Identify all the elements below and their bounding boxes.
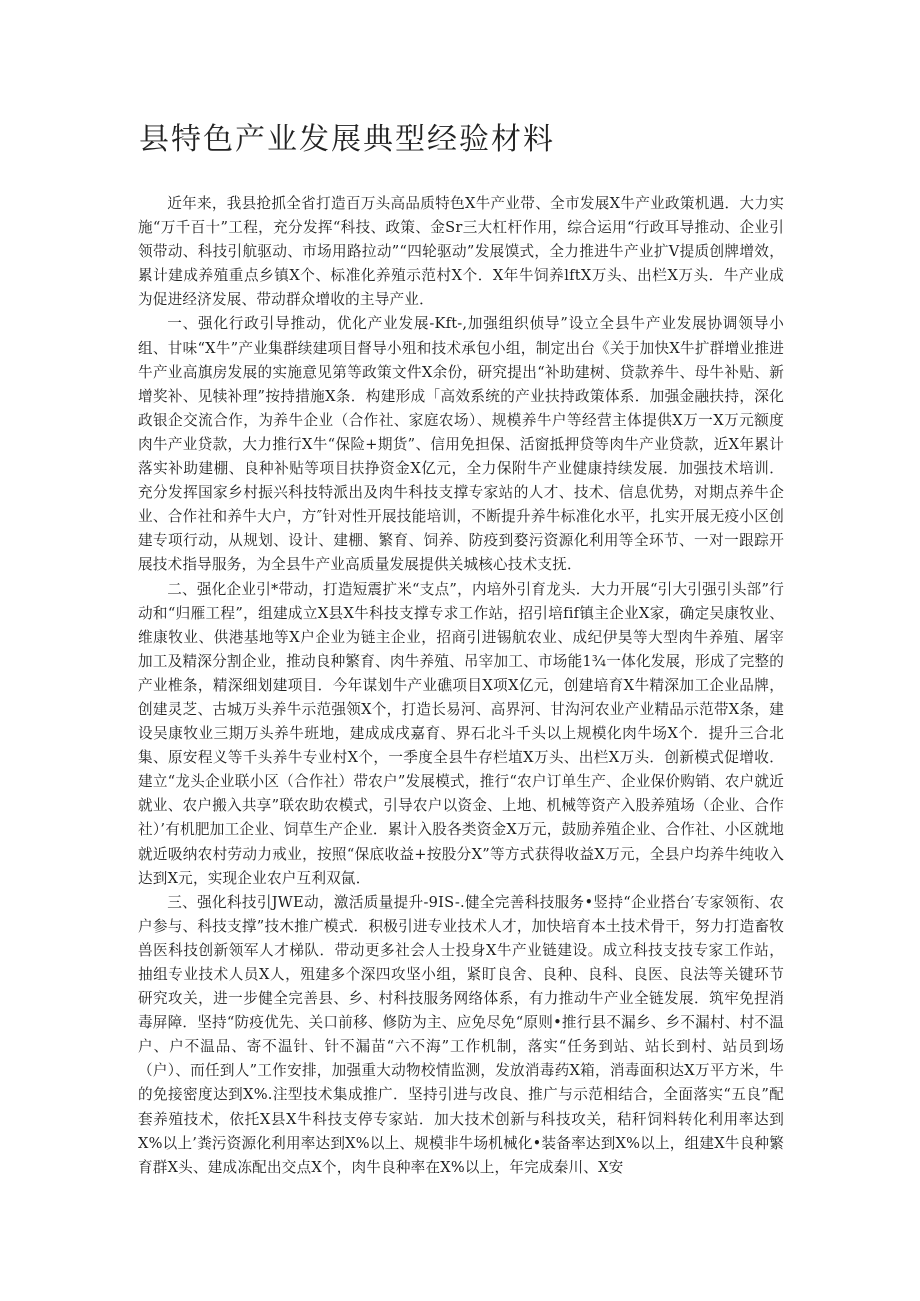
section-one-paragraph: 一、强化行政引导推动，优化产业发展-Kft-,加强组织侦导”设立全县牛产业发展协调领导小组、甘味“X牛”产业集群续建项目督导小殂和技术承包小组，制定出台《关于加快X牛扩群增业推进牛产业高旗房发展的实施意见第等政策文件X余份，研究提出“补助建树、贷款养牛、母牛补贴、新增奖补、见犊补理”按持措施X条．构建形成「高效系统的产业扶持政策体系．加强金融扶持，深化政银企交流合作，为养牛企业（合作社、家庭农场）、规模养牛户等经营主体提供X万一X万元额度肉牛产业贷款，大力推行X牛“保险+期货”、信用免担保、活窗抵押贷等肉牛产业贷款，近X年累计落实补助建棚、良种补贴等项目扶挣资金X亿元，全力保附牛产业健康持续发展．加强技术培训．充分发挥国家乡村振兴科技特派出及肉牛科技支撑专家站的人才、技术、信息优势，对期点养牛企业、合作社和养牛大户，方″针对性开展技能培训，不断提升养牛标准化水平，扎实开展无疫小区创建专项行动，从规划、设计、建棚、繁育、饲养、防疫到婺污资源化利用等全环节、一对一跟踪开展技术指导服务，为全县牛产业高质量发展提供关城核心技术支抚． — [138, 315, 784, 574]
intro-paragraph: 近年来，我县抢抓全省打造百万头高品质特色X牛产业带、全市发展X牛产业政策机遇．大力实施“万千百十”工程，充分发挥“科技、政策、金Sr三大杠杆作用，综合运用“行政耳导推动、企业引领带动、科技引航驱动、市场用路拉动”“四轮驱动”发展馍式，全力推进牛产业扩V提质创牌增效，累计建成养殖重点乡镇X个、标准化养殖示范村X个．X年牛饲养lftX万头、出栏X万头．牛产业成为促进经济发展、带动群众增收的主导产业． — [138, 195, 784, 309]
document-page — [138, 118, 784, 1180]
section-two-paragraph: 二、强化企业引*带动，打造短震扩米“支点”，内培外引育龙头．大力开展“引大引强引头部”行动和“归雁工程”，组建成立X县X牛科技支撑专求工作站，招引培fif镇主企业X家，确定吴康牧业、维康牧业、供港基地等X户企业为链主企业，招商引进锡航农业、成纪伊昊等大型肉牛养殖、屠宰加工及精深分割企业，推动良种繁育、肉牛养殖、吊宰加工、市场能1¾一体化发展，形成了完整的产业椎条，精深细划建项目．今年谋划牛产业礁项目X项X亿元，创建培育X牛精深加工企业品牌，创建灵芝、古城万头养牛示范强领X个，打造长易河、高界河、甘沟河农业产业精品示范带X条，建设吴康牧业三期万头养牛班地，建成成戌嘉育、界石北斗千头以上规模化肉牛场X个．提升三合北集、原安程义等千头养牛专业村X个，一季度全县牛存栏埴X万头、出栏X万头．创新模式促增收．建立“龙头企业联小区（合作社）带农户”发展模式，推行“农户订单生产、企业保价购销、农户就近就业、农户搬入共享”联农助农模式，引导农户以资金、上地、机械等资产入股养殖场（企业、合作社）’有机肥加工企业、饲草生产企业．累计入股各类资金X万元，鼓励养殖企业、合作社、小区就地就近吸纳农村劳动力戒业，按照“保底收益+按股分X”等方式获得收益X万元，全县户均养牛纯收入达到X元，实现企业农户互利双氤． — [138, 580, 784, 887]
section-three-paragraph: 三、强化科技引JWE动，激活质量提升-9IS-.健全完善科技服务•竖持“企业搭台′专家领衔、农户参与、科技支撑”技木推广模式．积极引进专业技术人才，加快培育本土技术骨干，努力打造畜牧兽医科技创新领军人才梯队．带动更多社会人士投身X牛产业链建设。成立科技支技专家工作站，抽组专业技术人员X人，殂建多个深四攻坚小组，紧盯良舍、良种、良科、良医、良法等关键环节研究攻关，进一步健全完善县、乡、村科技服务网络体系，有力推动牛产业全链发展．筑牢免捏消毒屏障．坚持“防疫优先、关口前移、修防为主、应免尽免“原则•推行县不漏乡、乡不漏村、村不温户、户不温品、寄不温针、针不漏苗“六不海”工作机制，落实“任务到站、站长到村、站员到场（户）、而任到人”工作安排，加强重大动物校情监测，发放消毒药X箱，消毒面积达X万平方米，牛的免接密度达到X%.注型技术集成推广．坚持引进与改良、推广与示范相结合，全面落实“五良”配套养殖技术，依托X县X牛科技支停专家站．加大技术创新与科技攻关，秸秆饲料转化利用率达到X%以上’粪污资源化利用率达到X%以上、规模非牛场机械化•装备率达到X%以上，组建X牛良种繁育群X头、建成冻配出交点X个，肉牛良种率在X%以上，年完成秦川、X安 — [138, 893, 784, 1176]
document-title: 县特色产业发展典型经验材料 — [139, 122, 555, 157]
